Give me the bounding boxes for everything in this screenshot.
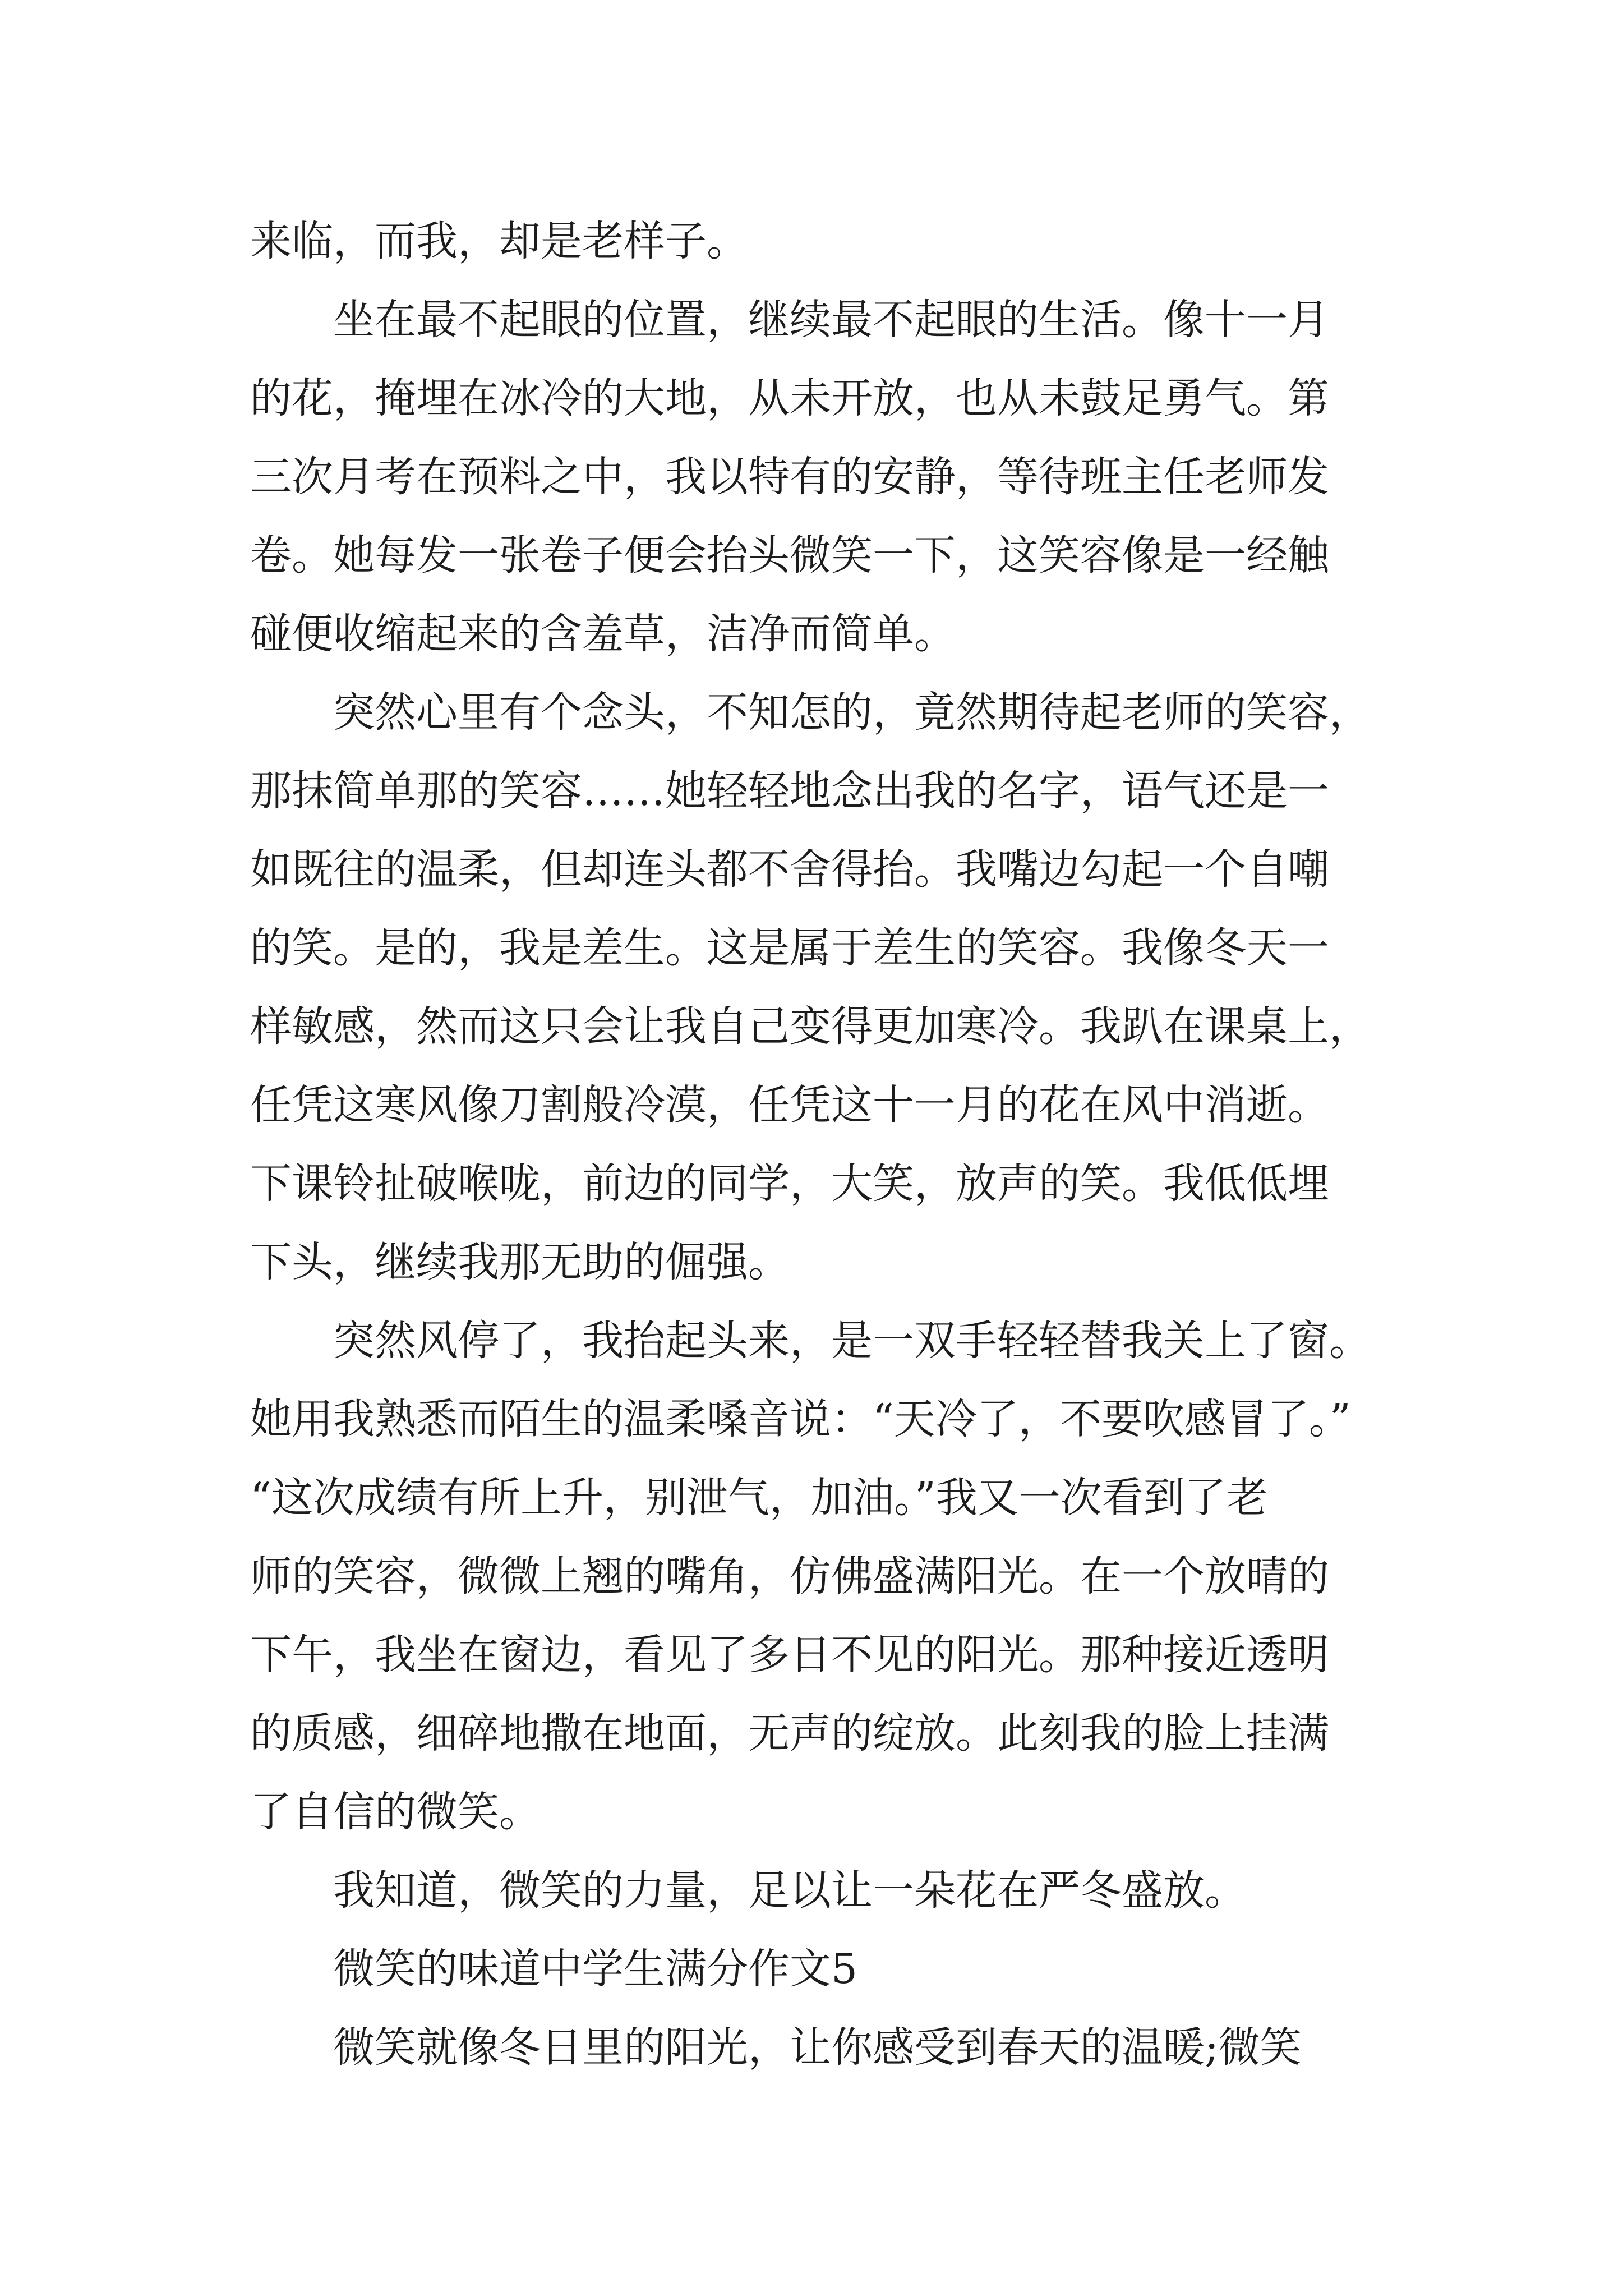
text-line: 下头，继续我那无助的倔强。 (250, 1238, 790, 1286)
text-line: 下课铃扯破喉咙，前边的同学，大笑，放声的笑。我低低埋 (250, 1159, 1329, 1208)
text-line: 卷。她每发一张卷子便会抬头微笑一下，这笑容像是一经触 (250, 531, 1329, 579)
text-line: 的质感，细碎地撒在地面，无声的绽放。此刻我的脸上挂满 (250, 1709, 1329, 1757)
text-line: 如既往的温柔，但却连头都不舍得抬。我嘴边勾起一个自嘲 (250, 845, 1329, 894)
paragraph-start-line: 突然心里有个念头，不知怎的，竟然期待起老师的笑容， (333, 688, 1371, 737)
text-line: 碰便收缩起来的含羞草，洁净而简单。 (250, 610, 956, 658)
text-line: 师的笑容，微微上翘的嘴角，仿佛盛满阳光。在一个放晴的 (250, 1552, 1329, 1600)
paragraph-start-line: 坐在最不起眼的位置，继续最不起眼的生活。像十一月 (333, 296, 1329, 344)
text-line: 的笑。是的，我是差生。这是属于差生的笑容。我像冬天一 (250, 924, 1329, 972)
paragraph-start-line: 我知道，微笑的力量，足以让一朵花在严冬盛放。 (333, 1866, 1246, 1915)
text-line: 样敏感，然而这只会让我自己变得更加寒冷。我趴在课桌上， (250, 1002, 1371, 1051)
text-line: 来临，而我，却是老样子。 (250, 217, 748, 265)
paragraph-start-line: 突然风停了，我抬起头来，是一双手轻轻替我关上了窗。 (333, 1317, 1371, 1365)
text-line: 了自信的微笑。 (250, 1788, 541, 1836)
paragraph-start-line: 微笑就像冬日里的阳光，让你感受到春天的温暖;微笑 (333, 2023, 1302, 2072)
text-line: 的花，掩埋在冰冷的大地，从未开放，也从未鼓足勇气。第 (250, 374, 1329, 422)
section-heading: 微笑的味道中学生满分作文5 (333, 1945, 858, 1993)
text-line: 任凭这寒风像刀割般冷漠，任凭这十一月的花在风中消逝。 (250, 1081, 1329, 1129)
text-line: 她用我熟悉而陌生的温柔嗓音说：“天冷了，不要吹感冒了。” (250, 1395, 1351, 1443)
text-line: 三次月考在预料之中，我以特有的安静，等待班主任老师发 (250, 453, 1329, 501)
text-line: “这次成绩有所上升，别泄气，加油。”我又一次看到了老 (250, 1474, 1268, 1522)
text-line: 下午，我坐在窗边，看见了多日不见的阳光。那种接近透明 (250, 1631, 1329, 1679)
text-line: 那抹简单那的笑容……她轻轻地念出我的名字，语气还是一 (250, 767, 1329, 815)
